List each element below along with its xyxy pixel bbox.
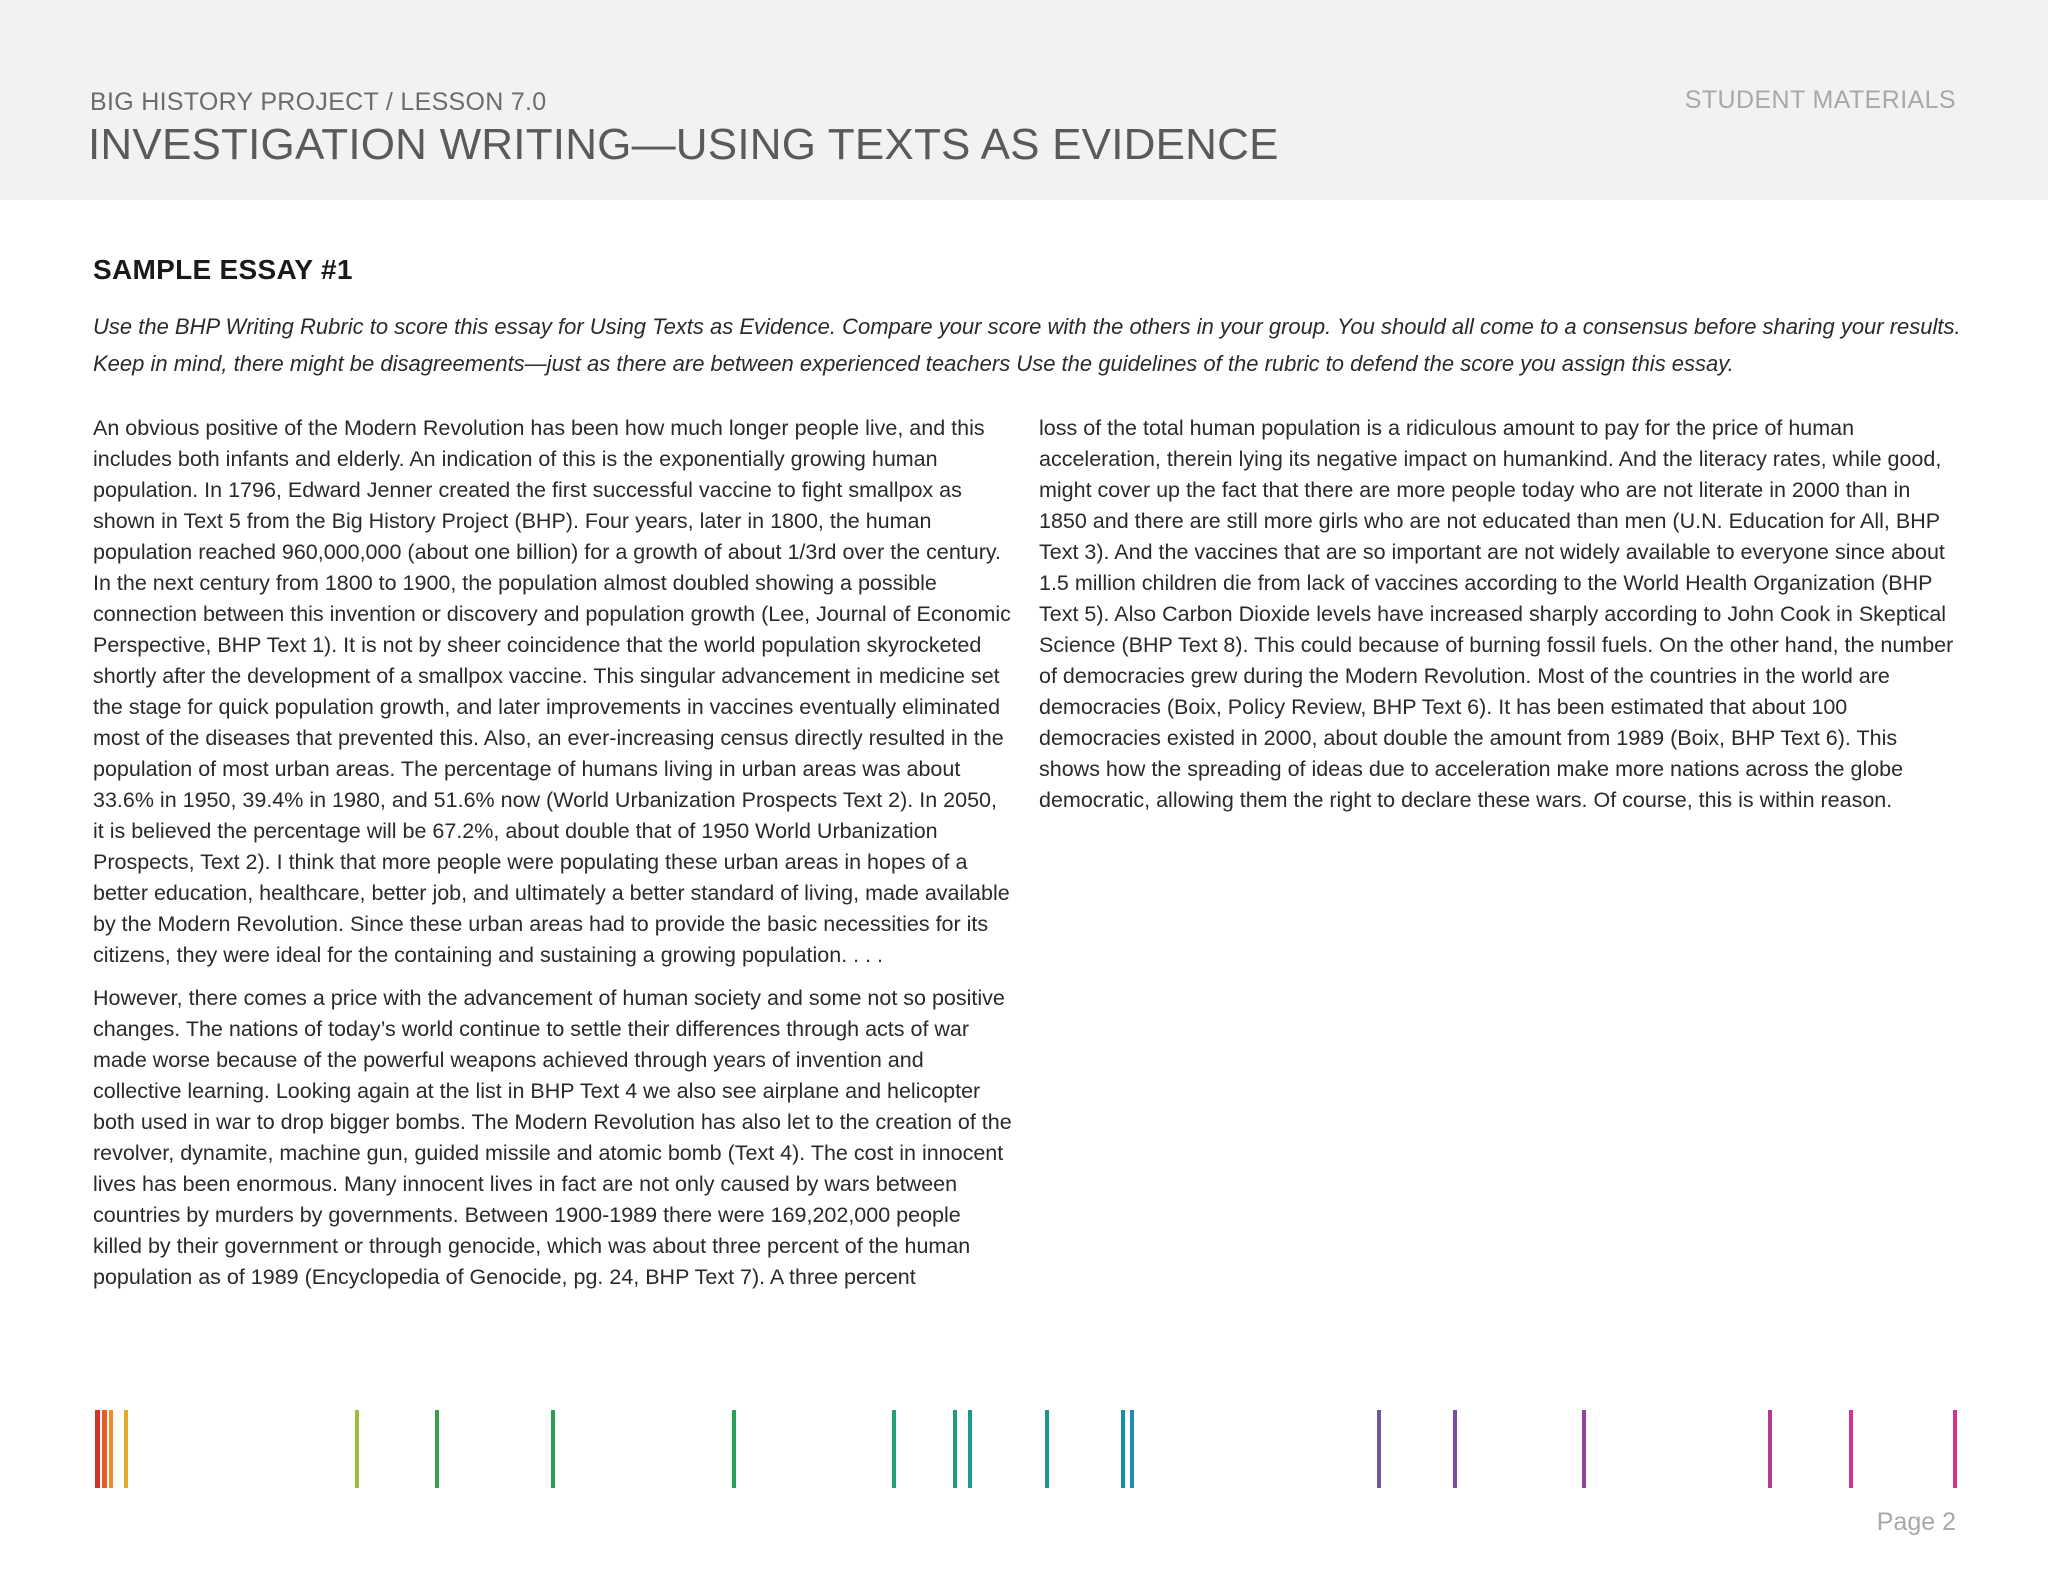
essay-title: SAMPLE ESSAY #1 bbox=[93, 254, 353, 285]
timeline-bar bbox=[109, 1410, 113, 1488]
timeline-decoration bbox=[0, 1410, 2048, 1490]
page-title: INVESTIGATION WRITING—USING TEXTS AS EVIDENCE bbox=[88, 120, 1279, 169]
page-header bbox=[0, 0, 2048, 200]
essay-instructions: Use the BHP Writing Rubric to score this essay for Using Texts as Evidence. Compare your score with the others in your group. You should all come to a consensus before sharing your results. Keep in mind, there might be disagreements—just as there are between experienced teachers Use the guidelines of the rubric to defend the score you assign this essay. bbox=[93, 314, 1961, 376]
timeline-bar bbox=[1453, 1410, 1457, 1488]
timeline-bar bbox=[1849, 1410, 1853, 1488]
essay-paragraph: An obvious positive of the Modern Revolution has been how much longer people live, and this includes both infants and elderly. An indication of this is the exponentially growing human population. In 1796, Edward Jenner created the first successful vaccine to fight smallpox as shown in Text 5 from the Big History Project (BHP). Four years, later in 1800, the human population reached 960,000,000 (about one billion) for a growth of about 1/3rd over the century. In the next century from 1800 to 1900, the population almost doubled showing a possible connection between this invention or discovery and population growth (Lee, Journal of Economic Perspective, BHP Text 1). It is not by sheer coincidence that the world population skyrocketed shortly after the development of a smallpox vaccine. This singular advancement in medicine set the stage for quick population growth, and later improvements in vaccines eventually eliminated most of the diseases that prevented this. Also, an ever-increasing census directly resulted in the population of most urban areas. The percentage of humans living in urban areas was about 33.6% in 1950, 39.4% in 1980, and 51.6% now (World Urbanization Prospects Text 2). In 2050, it is believed the percentage will be 67.2%, about double that of 1950 World Urbanization Prospects, Text 2). I think that more people were populating these urban areas in hopes of a better education, healthcare, better job, and ultimately a better standard of living, made available by the Modern Revolution. Since these urban areas had to provide the basic necessities for its citizens, they were ideal for the containing and sustaining a growing population. . . . bbox=[93, 416, 1011, 967]
essay-column-right bbox=[1039, 413, 1959, 828]
essay-paragraph: loss of the total human population is a ridiculous amount to pay for the price of human acceleration, therein lying its negative impact on humankind. And the literacy rates, while good, might cover up the fact that there are more people today who are not literate in 2000 than in 1850 and there are still more girls who are not educated than men (U.N. Education for All, BHP Text 3). And the vaccines that are so important are not widely available to everyone since about 1.5 million children die from lack of vaccines according to the World Health Organization (BHP Text 5). Also Carbon Dioxide levels have increased sharply according to John Cook in Skeptical Science (BHP Text 8). This could because of burning fossil fuels. On the other hand, the number of democracies grew during the Modern Revolution. Most of the countries in the world are democracies (Boix, Policy Review, BHP Text 6). It has been estimated that about 100 democracies existed in 2000, about double the amount from 1989 (Boix, BHP Text 6). This shows how the spreading of ideas due to acceleration make more nations across the globe democratic, allowing them the right to declare these wars. Of course, this is within reason. bbox=[1039, 416, 1954, 812]
timeline-bar bbox=[355, 1410, 359, 1488]
timeline-bar bbox=[732, 1410, 736, 1488]
timeline-bar bbox=[102, 1410, 107, 1488]
page-number: Page 2 bbox=[1876, 1508, 1956, 1536]
timeline-bar bbox=[1953, 1410, 1957, 1488]
timeline-bar bbox=[95, 1410, 100, 1488]
timeline-bar bbox=[124, 1410, 128, 1488]
timeline-bar bbox=[551, 1410, 555, 1488]
timeline-bar bbox=[1377, 1410, 1381, 1488]
essay-paragraph: However, there comes a price with the advancement of human society and some not so positive changes. The nations of today’s world continue to settle their differences through acts of war made worse because of the powerful weapons achieved through years of invention and collective learning. Looking again at the list in BHP Text 4 we also see airplane and helicopter both used in war to drop bigger bombs. The Modern Revolution has also let to the creation of the revolver, dynamite, machine gun, guided missile and atomic bomb (Text 4). The cost in innocent lives has been enormous. Many innocent lives in fact are not only caused by wars between countries by murders by governments. Between 1900-1989 there were 169,202,000 people killed by their government or through genocide, which was about three percent of the human population as of 1989 (Encyclopedia of Genocide, pg. 24, BHP Text 7). A three percent bbox=[93, 986, 1012, 1289]
timeline-bar bbox=[892, 1410, 896, 1488]
timeline-bar bbox=[435, 1410, 439, 1488]
essay-column-left bbox=[93, 413, 1013, 1305]
timeline-bar bbox=[1130, 1410, 1134, 1488]
timeline-bar bbox=[953, 1410, 957, 1488]
timeline-bar bbox=[1768, 1410, 1772, 1488]
timeline-bar bbox=[1121, 1410, 1125, 1488]
timeline-bar bbox=[1582, 1410, 1586, 1488]
timeline-bar bbox=[1045, 1410, 1049, 1488]
timeline-bar bbox=[968, 1410, 972, 1488]
student-materials-label: STUDENT MATERIALS bbox=[1684, 86, 1956, 114]
lesson-kicker: BIG HISTORY PROJECT / LESSON 7.0 bbox=[90, 88, 547, 116]
